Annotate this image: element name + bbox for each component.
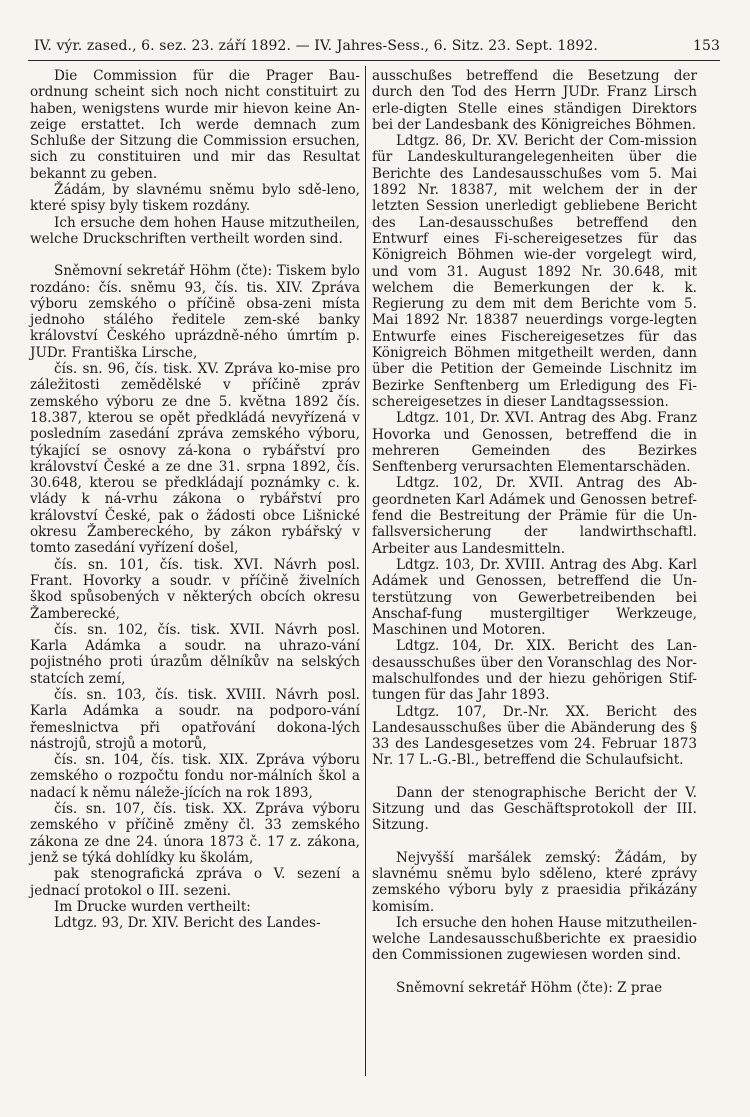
- paragraph: čís. sn. 102, čís. tisk. XVII. Návrh posl. Karla Adámka a soudr. na uhrazo-vání pojistného proti úrazům dělníkův na selských statcích zemí,: [30, 621, 360, 687]
- paragraph: Ldtgz. 104, Dr. XIX. Bericht des Lan-desausschußes über den Voranschlag des Nor-malschulfondes und der hiezu gehörigen Stif-tungen für das Jahr 1893.: [372, 638, 697, 704]
- paragraph: Ldtgz. 93, Dr. XIV. Bericht des Landes-: [54, 915, 321, 932]
- paragraph: Ldtgz. 102, Dr. XVII. Antrag des Ab-geordneten Karl Adámek und Genossen betref-fend die Bestreitung der Prämie für die Un-fallsversicherung der landwirthschaftl. Arbeiter aus Landesmitteln.: [372, 475, 697, 557]
- right-column: [372, 68, 697, 996]
- left-column: [30, 68, 360, 931]
- paragraph: čís. sn. 103, čís. tisk. XVIII. Návrh posl. Karla Adámka a soudr. na podporo-vání řemeslnictva při opatřování dokona-lých nástrojů, strojů a motorů,: [30, 686, 360, 752]
- spacer: [372, 769, 697, 785]
- paragraph: ausschußes betreffend die Besetzung der durch den Tod des Herrn JUDr. Franz Lirsch erle-digten Stelle eines ständigen Direktors bei der Landesbank des Königreiches Böhmen.: [372, 68, 697, 133]
- spacer: [372, 964, 697, 980]
- header-session-line: IV. výr. zased., 6. sez. 23. září 1892. — IV. Jahres-Sess., 6. Sitz. 23. Sept. 1892.: [34, 38, 598, 54]
- paragraph: Sněmovní sekretář Höhm (čte): Tiskem bylo rozdáno: čís. sněmu 93, čís. tis. XIV. Zpráva výboru zemského o příčině obsa-zeni místa jednoho stálého ředitele zem-ské banky království Českého uprázdně-ného úmrtím p. JUDr. Františka Lirsche,: [30, 263, 360, 361]
- paragraph: Ich ersuche den hohen Hause mitzutheilen-welche Landesausschußberichte ex praesidio den Commissionen zugewiesen worden sind.: [372, 914, 697, 964]
- paragraph: Ldtgz. 101, Dr. XVI. Antrag des Abg. Franz Hovorka und Genossen, betreffend die in mehreren Gemeinden des Bezirkes Senftenberg verursachten Elementarschäden.: [372, 410, 697, 476]
- page-number: 153: [692, 38, 720, 54]
- spacer: [372, 834, 697, 850]
- paragraph: Ldtgz. 107, Dr.-Nr. XX. Bericht des Landesausschußes über die Abänderung des § 33 des Landesgesetzes vom 24. Februar 1873 Nr. 17 L.-G.-Bl., betreffend die Schulaufsicht.: [372, 703, 697, 769]
- paragraph: Ldtgz. 86, Dr. XV. Bericht der Com-mission für Landeskulturangelegenheiten über die Berichte des Landesausschußes vom 5. Mai 1892 Nr. 18387, mit welchem der in der letzten Session unerledigt gebliebene Bericht des Lan-desausschußes betreffend den Entwurf eines Fi-schereigesetzes für das Königreich Böhmen wie-der vorgelegt wird, und vom 31. August 1892 Nr. 30.648, mit welchem die Bemerkungen der k. k. Regierung zu dem mit dem Berichte vom 5. Mai 1892 Nr. 18387 neuerdings vorge-legten Entwurfe eines Fischereigesetzes für das Königreich Böhmen mitgetheilt werden, dann über die Petition der Gemeinde Lischnitz im Bezirke Senftenberg um Erledigung des Fi-schereigesetzes in dieser Landtagssession.: [372, 133, 697, 410]
- page-header: [28, 34, 720, 61]
- paragraph: Die Commission für die Prager Bau-ordnung scheint sich noch nicht constituirt zu haben, wenigstens wurde mir hievon keine An-zeige erstattet. Ich werde demnach zum Schluße der Sitzung die Commission ersuchen, sich zu constituiren und mir das Resultat bekannt zu geben.: [30, 68, 360, 182]
- paragraph: Dann der stenographische Bericht der V. Sitzung und das Geschäftsprotokoll der III. Sitzung.: [372, 784, 697, 834]
- paragraph: Žádám, by slavnému sněmu bylo sdě-leno, které spisy byly tiskem rozdány.: [30, 182, 360, 215]
- paragraph: Ldtgz. 103, Dr. XVIII. Antrag des Abg. Karl Adámek und Genossen, betreffend die Un-terstützung von Gewerbetreibenden bei Anschaf-fung mustergiltiger Werkzeuge, Maschinen und Motoren.: [372, 556, 697, 639]
- paragraph: pak stenografická zpráva o V. sezení a jednací protokol o III. sezeni.: [30, 866, 360, 899]
- paragraph: čís. sn. 101, čís. tisk. XVI. Návrh posl. Frant. Hovorky a soudr. v příčině živelních škod spůsobených v některých obcích okresu Žamberecké,: [30, 556, 360, 622]
- spacer: [30, 247, 360, 263]
- paragraph: Ich ersuche dem hohen Hause mitzutheilen, welche Druckschriften vertheilt worden sind.: [30, 214, 360, 247]
- paragraph: čís. sn. 107, čís. tisk. XX. Zpráva výboru zemského v příčině změny čl. 33 zemského zákona ze dne 24. února 1873 č. 17 z. zákona, jenž se týká dohlídky ku školám,: [30, 801, 360, 866]
- paragraph: Im Drucke wurden vertheilt:: [54, 898, 251, 915]
- paragraph: čís. sn. 104, čís. tisk. XIX. Zpráva výboru zemského o rozpočtu fondu nor-málních škol a nadací k němu náleže-jících na rok 1893,: [30, 752, 360, 801]
- paragraph: Nejvyšší maršálek zemský: Žádám, by slavnému sněmu bylo sděleno, které zprávy zemského výboru byly z praesidia přikázány komisím.: [372, 849, 697, 915]
- paragraph: Sněmovní sekretář Höhm (čte): Z prae: [396, 979, 663, 996]
- column-divider: [365, 66, 366, 1076]
- paragraph: čís. sn. 96, čís. tisk. XV. Zpráva ko-mise pro záležitosti zemědělské v příčině zpráv zemského výboru ze dne 5. května 1892 čís. 18.387, kterou se opět předkládá nevyřízená v posledním zasedání zpráva zemského výboru, týkající se osnovy zá-kona o rybářství pro království České a ze dne 31. srpna 1892, čís. 30.648, kterou se předkládají poznámky c. k. vlády k ná-vrhu zákona o rybářství pro království České, pak o žádosti obce Lišnické okresu Žambereckého, by zákon rybářský v tomto zasedání vyřízení došel,: [30, 361, 360, 557]
